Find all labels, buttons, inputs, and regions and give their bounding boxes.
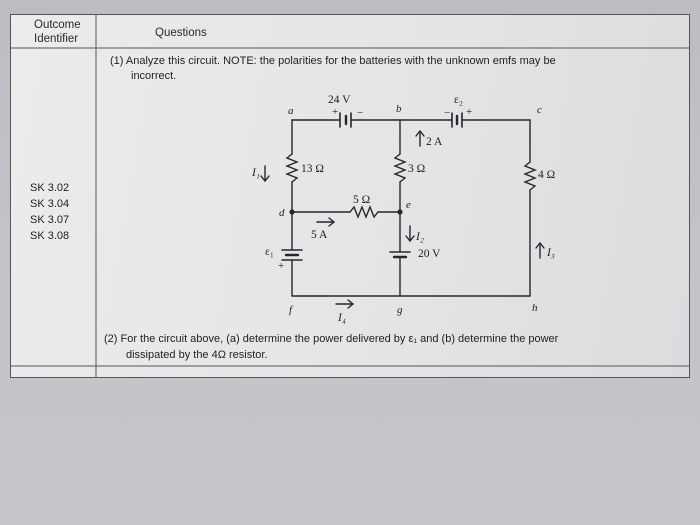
label-2a: 2 A <box>426 136 443 148</box>
label-5a: 5 A <box>311 229 328 241</box>
battery-24v-plus: + <box>332 106 339 118</box>
node-d: d <box>279 207 285 219</box>
question-2-line2: dissipated by the 4Ω resistor. <box>126 349 268 361</box>
outcome-item: SK 3.08 <box>30 230 70 242</box>
label-i3: I₃ <box>547 247 555 259</box>
node-g: g <box>397 304 403 316</box>
label-24v: 24 V <box>328 94 351 106</box>
battery-e1-plus: + <box>278 260 285 272</box>
label-5-ohm: 5 Ω <box>353 194 371 206</box>
label-e2: ε₂ <box>454 94 463 106</box>
node-c: c <box>537 104 542 116</box>
outcome-header-line2: Identifier <box>34 33 79 45</box>
node-e-dot <box>397 209 402 214</box>
node-e: e <box>406 199 411 211</box>
battery-24v-minus: − <box>357 107 364 119</box>
worksheet <box>10 14 690 378</box>
resistor-4-ohm <box>525 162 535 190</box>
label-i1: I₁ <box>252 167 260 179</box>
node-d-dot <box>289 209 294 214</box>
battery-e2-minus: − <box>444 107 451 119</box>
node-h: h <box>532 302 538 314</box>
resistor-5-ohm <box>350 207 378 217</box>
battery-e2-plus: + <box>466 106 473 118</box>
outcome-item: SK 3.07 <box>30 214 70 226</box>
label-13-ohm: 13 Ω <box>301 163 324 175</box>
question-1-line2: incorrect. <box>131 70 177 82</box>
label-3-ohm: 3 Ω <box>408 163 426 175</box>
question-1-line1: (1) Analyze this circuit. NOTE: the polarities for the batteries with the unknown emfs may be <box>110 55 556 67</box>
label-4-ohm: 4 Ω <box>538 169 556 181</box>
questions-header: Questions <box>155 27 207 39</box>
outcome-item: SK 3.02 <box>30 182 70 194</box>
outcome-header-line1: Outcome <box>34 19 81 31</box>
label-e1: ε₁ <box>265 246 274 258</box>
label-i2: I₂ <box>416 231 424 243</box>
resistor-3-ohm <box>395 154 405 182</box>
node-a: a <box>288 105 294 117</box>
circuit-diagram <box>10 14 690 378</box>
label-20v: 20 V <box>418 248 441 260</box>
node-b: b <box>396 103 402 115</box>
label-i4: I₄ <box>338 312 346 324</box>
outcome-item: SK 3.04 <box>30 198 70 210</box>
resistor-13-ohm <box>287 154 297 182</box>
question-2-line1: (2) For the circuit above, (a) determine the power delivered by ε₁ and (b) determine the power <box>104 333 559 345</box>
node-f: f <box>289 304 293 316</box>
